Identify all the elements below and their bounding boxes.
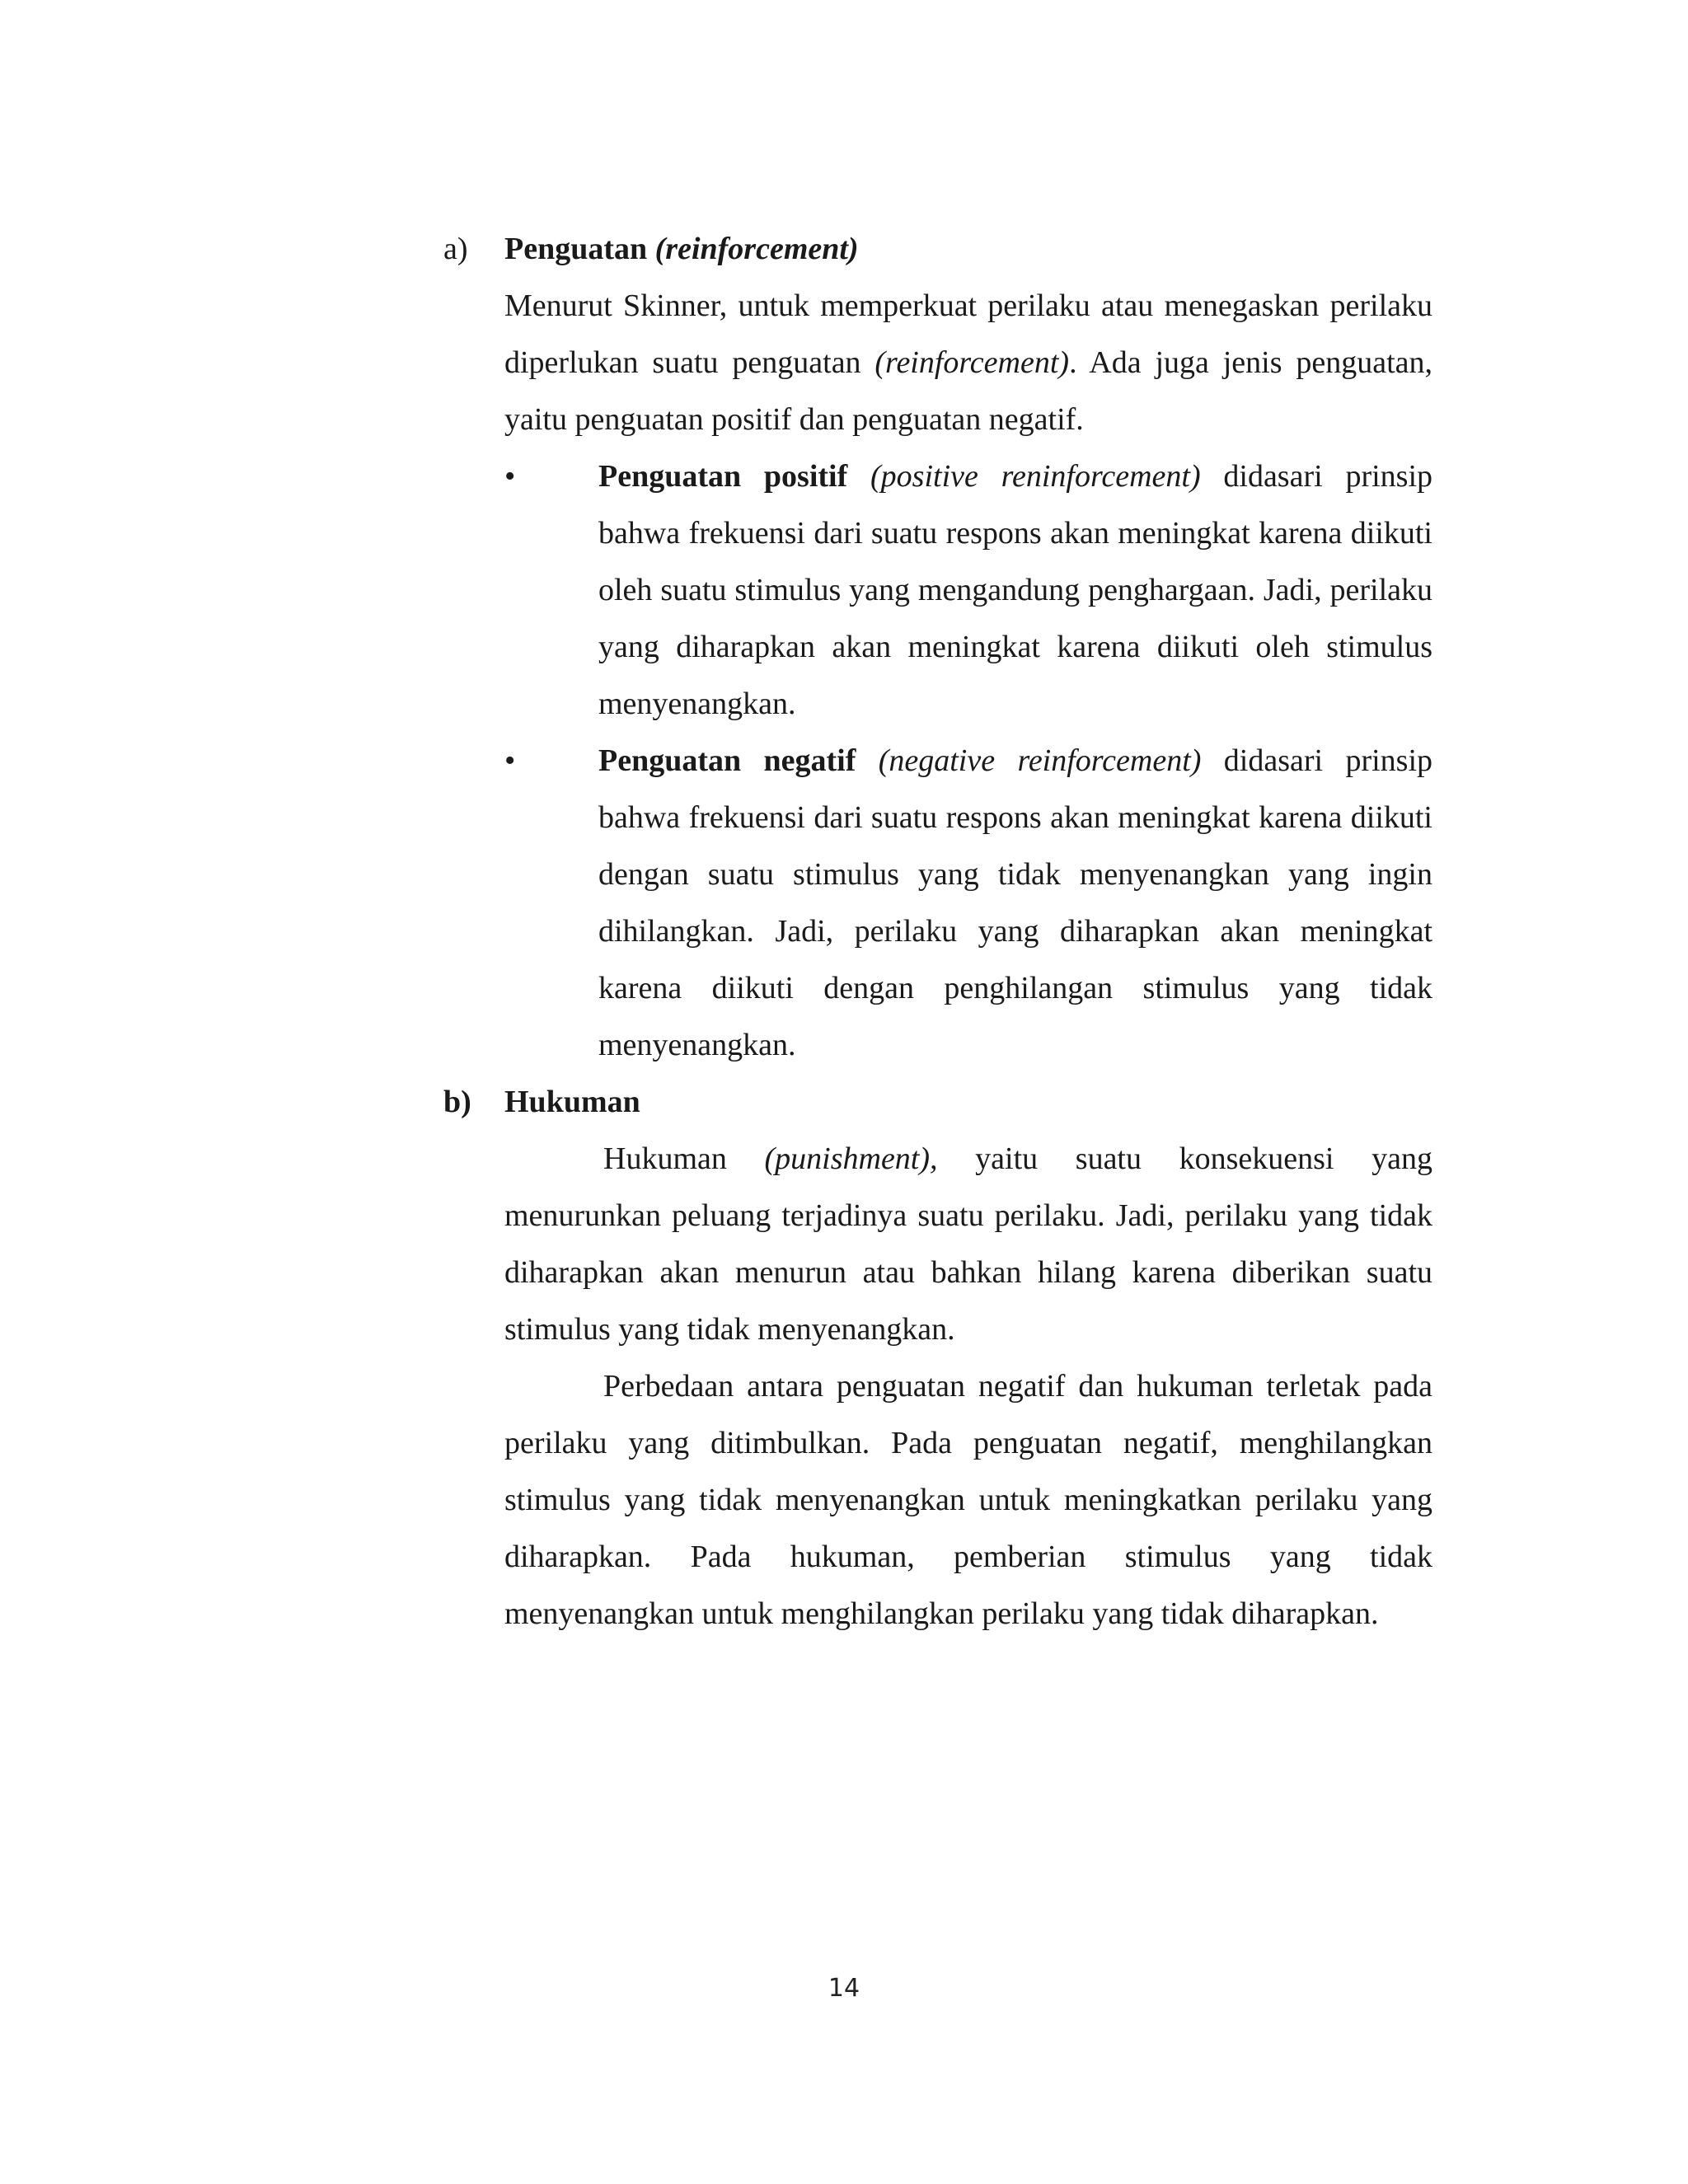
section-a-heading-row xyxy=(443,221,1432,278)
bullet-negative-bold: Penguatan negatif xyxy=(598,743,856,778)
section-b-p1-text-1: Hukuman xyxy=(603,1141,765,1176)
section-b-paragraph-2: Perbedaan antara penguatan negatif dan hukuman terletak pada perilaku yang ditimbulkan. Pada penguatan negatif, menghilangkan stimulus yang tidak menyenangkan untuk meningkatkan perilaku yang diharapkan. Pada hukuman, pemberian stimulus yang tidak menyenangkan untuk menghilangkan perilaku yang tidak diharapkan. xyxy=(504,1369,1432,1631)
page-number: 14 xyxy=(828,1974,860,2003)
section-a-intro-text-1: Menurut Skinner, untuk memperkuat perilaku atau menegaskan perilaku diperlukan suatu penguatan xyxy=(504,288,1432,380)
bullet-negative-body: didasari prinsip bahwa frekuensi dari suatu respons akan meningkat karena diikuti dengan suatu stimulus yang tidak menyenangkan yang ingin dihilangkan. Jadi, perilaku yang diharapkan akan meningkat karena diikuti dengan penghilangan stimulus yang tidak menyenangkan. xyxy=(598,743,1432,1062)
section-a-intro-paragraph xyxy=(504,278,1432,448)
bullet-positive-body: didasari prinsip bahwa frekuensi dari suatu respons akan meningkat karena diikuti oleh suatu stimulus yang mengandung penghargaan. Jadi, perilaku yang diharapkan akan meningkat karena diikuti oleh stimulus menyenangkan. xyxy=(598,459,1432,721)
bullet-dot-icon: • xyxy=(504,459,516,494)
section-a-intro-term: (reinforcement) xyxy=(874,345,1070,380)
section-a-marker: a) xyxy=(443,232,468,266)
bullet-item-positive xyxy=(504,448,1432,733)
bullet-dot-icon: • xyxy=(504,743,516,778)
bullet-text-positive xyxy=(598,448,1432,733)
section-b-heading xyxy=(504,1074,1432,1131)
page-content xyxy=(443,221,1432,1643)
section-b-title: Hukuman xyxy=(504,1085,640,1119)
section-b-heading-row xyxy=(443,1074,1432,1131)
section-a-heading xyxy=(504,221,1432,278)
section-b-p1-term: (punishment), xyxy=(764,1141,938,1176)
section-b-marker: b) xyxy=(443,1085,471,1119)
section-a-title: Penguatan xyxy=(504,232,648,266)
bullet-positive-bold: Penguatan positif xyxy=(598,459,848,494)
bullet-positive-term: (positive reninforcement) xyxy=(870,459,1201,494)
section-a-intro-text-2: . Ada juga jenis penguatan, yaitu penguatan positif dan penguatan negatif. xyxy=(504,345,1432,437)
bullet-text-negative xyxy=(598,733,1432,1074)
section-a-title-term: (reinforcement) xyxy=(654,232,859,266)
bullet-item-negative xyxy=(504,733,1432,1074)
section-b-p1-text-2: yaitu suatu konsekuensi yang menurunkan peluang terjadinya suatu perilaku. Jadi, perilaku yang tidak diharapkan akan menurun atau bahkan hilang karena diberikan suatu stimulus yang tidak menyenangkan. xyxy=(504,1141,1432,1347)
section-b-paragraph-1 xyxy=(504,1131,1432,1358)
bullet-negative-term: (negative reinforcement) xyxy=(878,743,1202,778)
